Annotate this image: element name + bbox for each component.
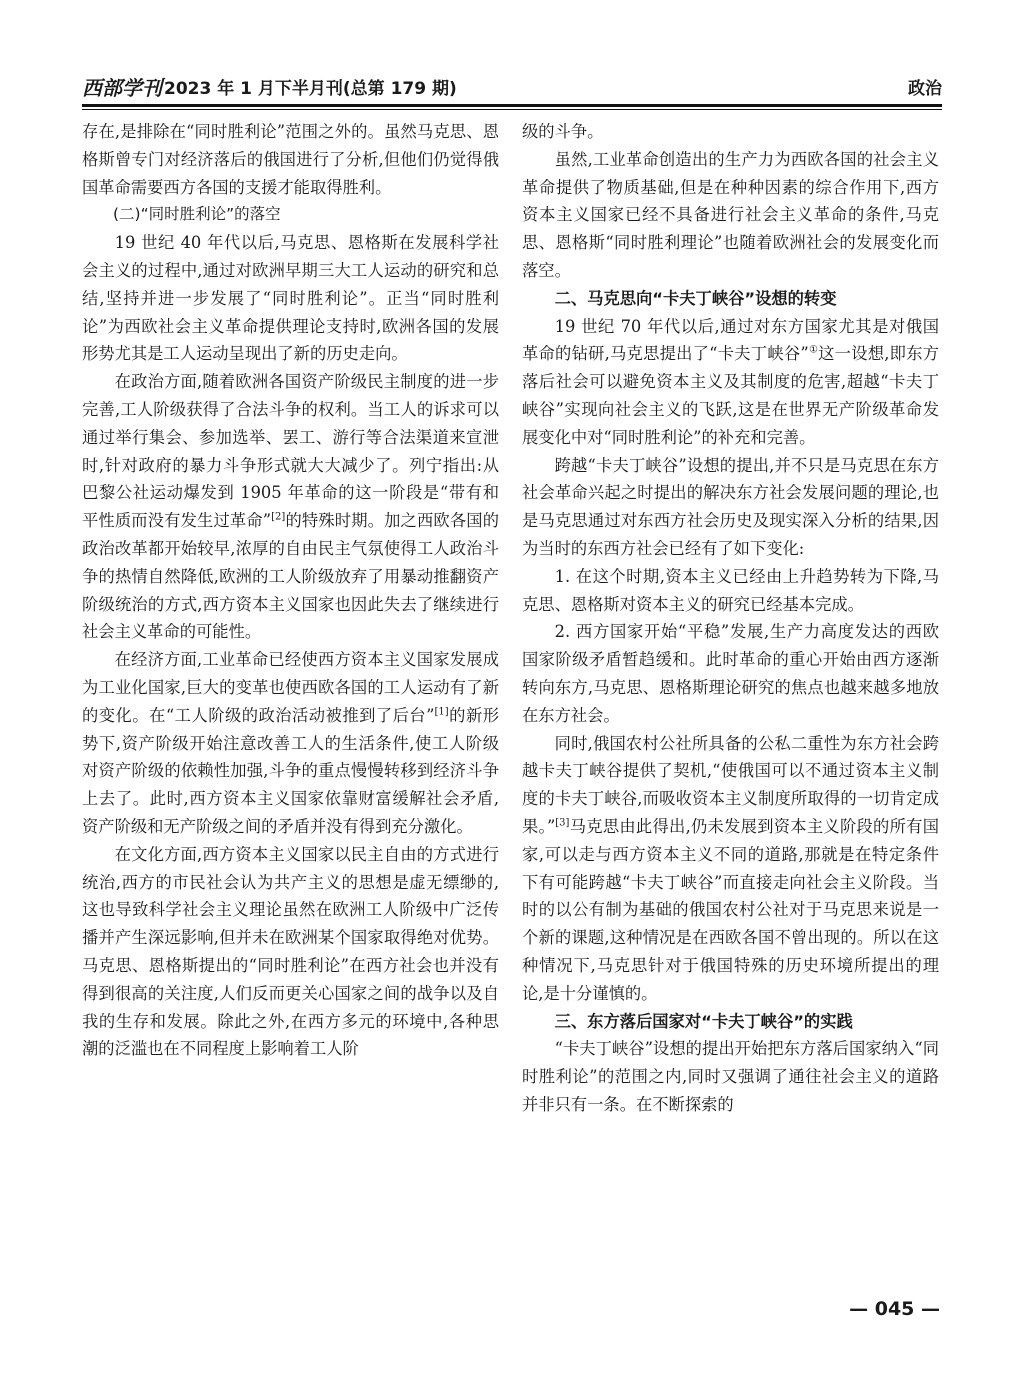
paragraph	[522, 1035, 939, 1118]
header-rule-thick	[82, 104, 942, 107]
section-heading	[522, 1008, 939, 1036]
paragraph-text: 的新形势下,资产阶级开始注意改善工人的生活条件,使工人阶级对资产阶级的依赖性加强,斗争的重点慢慢转移到经济斗争上去了。此时,西方资本主义国家依靠财富缓解社会矛盾,资产阶级和无产阶级之间的矛盾并没有得到充分激化。	[82, 705, 499, 836]
paragraph-text: 在政治方面,随着欧洲各国资产阶级民主制度的进一步完善,工人阶级获得了合法斗争的权利。当工人的诉求可以通过举行集会、参加选举、罢工、游行等合法渠道来宣泄时,针对政府的暴力斗争形式就大大减少了。列宁指出:从巴黎公社运动爆发到 1905 年革命的这一阶段是“带有和平性质而没有发生过革命”	[82, 372, 499, 531]
paragraph-text: 1. 在这个时期,资本主义已经由上升趋势转为下降,马克思、恩格斯对资本主义的研究已经基本完成。	[522, 566, 939, 614]
paragraph	[82, 841, 499, 1063]
paragraph-text: 在经济方面,工业革命已经使西方资本主义国家发展成为工业化国家,巨大的变革也使西欧各国的工人运动有了新的变化。在“工人阶级的政治活动被推到了后台”	[82, 650, 499, 725]
paragraph	[82, 646, 499, 841]
paragraph-text: (二)“同时胜利论”的落空	[113, 205, 281, 224]
paragraph-text: 存在,是排除在“同时胜利论”范围之外的。虽然马克思、恩格斯曾专门对经济落后的俄国进行了分析,但他们仍觉得俄国革命需要西方各国的支援才能取得胜利。	[82, 122, 499, 197]
paragraph-text: 三、东方落后国家对“卡夫丁峡谷”的实践	[554, 1011, 853, 1031]
subsection-heading	[82, 201, 499, 229]
paragraph	[522, 313, 939, 452]
section-heading	[522, 285, 939, 313]
issue-info: 2023 年 1 月下半月刊(总第 179 期)	[164, 79, 457, 99]
paragraph-text: 级的斗争。	[522, 122, 604, 141]
citation-marker: [3]	[555, 817, 570, 829]
right-column	[522, 118, 939, 1119]
paragraph-continuation	[82, 118, 499, 201]
journal-logo: 西部学刊	[82, 76, 162, 100]
paragraph-text: 19 世纪 70 年代以后,通过对东方国家尤其是对俄国革命的钻研,马克思提出了“卡夫丁峡谷”	[522, 316, 939, 364]
header-rule-thin	[82, 109, 942, 110]
paragraph-text: 马克思由此得出,仍未发展到资本主义阶段的所有国家,可以走与西方资本主义不同的道路,那就是在特定条件下有可能跨越“卡夫丁峡谷”而直接走向社会主义阶段。当时的以公有制为基础的俄国农村公社对于马克思来说是一个新的课题,这种情况是在西欧各国不曾出现的。所以在这种情况下,马克思针对于俄国特殊的历史环境所提出的理论,是十分谨慎的。	[522, 816, 939, 1003]
paragraph-text: 跨越“卡夫丁峡谷”设想的提出,并不只是马克思在东方社会革命兴起之时提出的解决东方社会发展问题的理论,也是马克思通过对东西方社会历史及现实深入分析的结果,因为当时的东西方社会已经有了如下变化:	[522, 455, 939, 558]
paragraph-text: 在文化方面,西方资本主义国家以民主自由的方式进行统治,西方的市民社会认为共产主义的思想是虚无缥缈的,这也导致科学社会主义理论虽然在欧洲工人阶级中广泛传播并产生深远影响,但并未在欧洲某个国家取得绝对优势。马克思、恩格斯提出的“同时胜利论”在西方社会也并没有得到很高的关注度,人们反而更关心国家之间的战争以及自我的生存和发展。除此之外,在西方多元的环境中,各种思潮的泛滥也在不同程度上影响着工人阶	[82, 844, 499, 1059]
paragraph-text: 19 世纪 40 年代以后,马克思、恩格斯在发展科学社会主义的过程中,通过对欧洲早期三大工人运动的研究和总结,坚持并进一步发展了“同时胜利论”。正当“同时胜利论”为西欧社会主义革命提供理论支持时,欧洲各国的发展形势尤其是工人运动呈现出了新的历史走向。	[82, 233, 499, 364]
paragraph	[522, 146, 939, 285]
paragraph-text: 2. 西方国家开始“平稳”发展,生产力高度发达的西欧国家阶级矛盾暂趋缓和。此时革命的重心开始由西方逐渐转向东方,马克思、恩格斯理论研究的焦点也越来越多地放在东方社会。	[522, 622, 939, 725]
paragraph-continuation	[522, 118, 939, 146]
paragraph	[82, 229, 499, 368]
citation-marker: [1]	[434, 706, 449, 718]
paragraph-text: 二、马克思向“卡夫丁峡谷”设想的转变	[554, 288, 837, 308]
paragraph-text: 的特殊时期。加之西欧各国的政治改革都开始较早,浓厚的自由民主气氛使得工人政治斗争的热情自然降低,欧洲的工人阶级放弃了用暴动推翻资产阶级统治的方式,西方资本主义国家也因此失去了继续进行社会主义革命的可能性。	[82, 511, 499, 642]
section-label: 政治	[908, 79, 942, 99]
left-column	[82, 118, 499, 1063]
citation-marker: ①	[808, 344, 819, 356]
paragraph	[522, 563, 939, 619]
paragraph-text: 虽然,工业革命创造出的生产力为西欧各国的社会主义革命提供了物质基础,但是在种种因素的综合作用下,西方资本主义国家已经不具备进行社会主义革命的条件,马克思、恩格斯“同时胜利理论”也随着欧洲社会的发展变化而落空。	[522, 149, 939, 280]
paragraph-text: 这一设想,即东方落后社会可以避免资本主义及其制度的危害,超越“卡夫丁峡谷”实现向社会主义的飞跃,这是在世界无产阶级革命发展变化中对“同时胜利论”的补充和完善。	[522, 344, 939, 447]
paragraph	[522, 452, 939, 563]
page-header	[82, 72, 942, 102]
paragraph	[522, 618, 939, 729]
paragraph	[82, 368, 499, 646]
page-number: — 045 —	[849, 1298, 940, 1320]
paragraph	[522, 730, 939, 1008]
paragraph-text: “卡夫丁峡谷”设想的提出开始把东方落后国家纳入“同时胜利论”的范围之内,同时又强调了通往社会主义的道路并非只有一条。在不断探索的	[522, 1039, 939, 1114]
paragraph-text: 同时,俄国农村公社所具备的公私二重性为东方社会跨越卡夫丁峡谷提供了契机,“使俄国可以不通过资本主义制度的卡夫丁峡谷,而吸收资本主义制度所取得的一切肯定成果。”	[522, 733, 939, 836]
citation-marker: [2]	[271, 511, 286, 523]
